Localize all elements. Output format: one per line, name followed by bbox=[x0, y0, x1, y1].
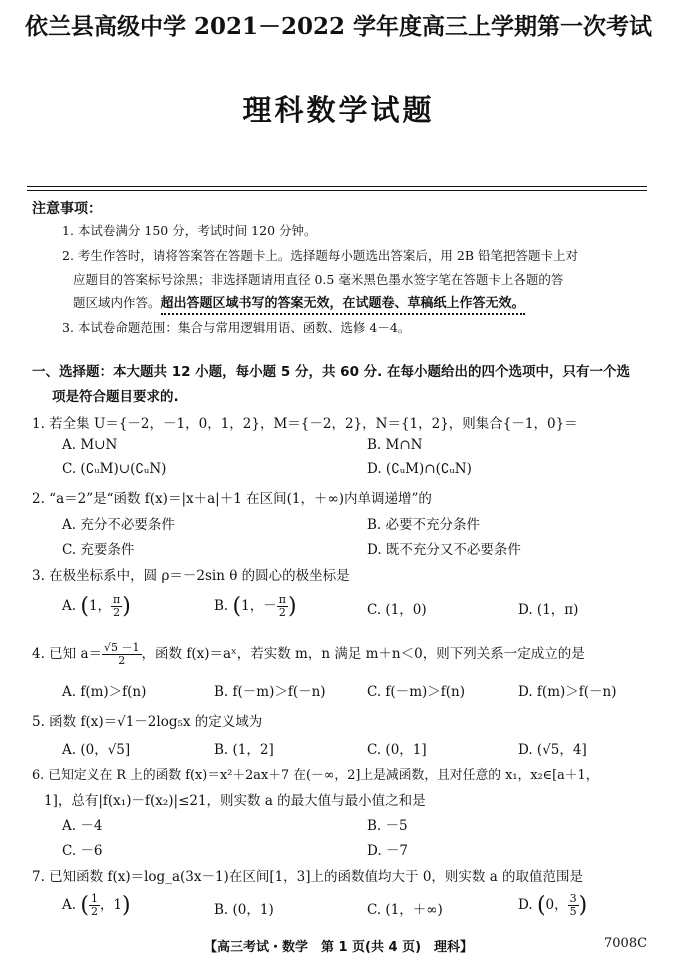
fraction bbox=[277, 594, 288, 619]
question-5-option-c: C. (0，1] bbox=[367, 742, 427, 758]
question-4-option-b: B. f(－m)＞f(－n) bbox=[214, 684, 326, 700]
question-3-option-d: D. (1，π) bbox=[518, 602, 579, 618]
paper-code: 7008C bbox=[604, 936, 648, 951]
note-item-2-line-2: 应题目的答案标号涂黑；非选择题请用直径 0.5 毫米黑色墨水签字笔在答题卡上各题的答 bbox=[73, 272, 564, 287]
question-3-stem: 3. 在极坐标系中，圆 ρ＝－2sin θ 的圆心的极坐标是 bbox=[32, 568, 350, 584]
question-3-option-b: B. (1，－ $\frac{\pi}{2}$ ) bbox=[214, 593, 297, 619]
fraction bbox=[89, 893, 100, 918]
question-1-option-b: B. M∩N bbox=[367, 437, 423, 453]
question-7-option-a: A. ( $\frac{1}{2}$ ，1) bbox=[62, 892, 131, 918]
question-1-option-d: D. (∁ᵤM)∩(∁ᵤN) bbox=[367, 461, 472, 477]
question-5-stem: 5. 函数 f(x)＝√1－2log₅x 的定义域为 bbox=[32, 714, 263, 730]
option-a-text: 1， bbox=[88, 598, 112, 614]
note-item-3: 3. 本试卷命题范围：集合与常用逻辑用语、函数、选修 4－4。 bbox=[62, 320, 411, 335]
note-item-2-line-3-emphasis: 超出答题区域书写的答案无效，在试题卷、草稿纸上作答无效。 bbox=[161, 296, 525, 315]
footer-page-info: 【高三考试・数学 第 1 页(共 4 页) 理科】 bbox=[203, 940, 474, 955]
question-7-option-d: D. (0， $\frac{3}{5}$ ) bbox=[518, 892, 588, 918]
question-3-option-a: A. (1， $\frac{\pi}{2}$ ) bbox=[62, 593, 131, 619]
question-1-stem: 1. 若全集 U＝{－2，－1，0，1，2}，M＝{－2，2}，N＝{1，2}，则集合{－1，0}＝ bbox=[32, 416, 578, 432]
notes-heading: 注意事项： bbox=[32, 201, 102, 217]
question-4-stem bbox=[32, 642, 585, 667]
question-5-option-a: A. (0，√5] bbox=[62, 742, 131, 758]
fraction-numerator: π bbox=[113, 593, 121, 606]
question-1-option-c: C. (∁ᵤM)∪(∁ᵤN) bbox=[62, 461, 167, 477]
note-item-2-line-3-plain: 题区域内作答。 bbox=[73, 295, 161, 310]
fraction-denominator: 2 bbox=[118, 654, 126, 667]
exam-title: 依兰县高级中学 2021－2022 学年度高三上学期第一次考试 bbox=[24, 13, 653, 40]
page-footer bbox=[0, 936, 677, 955]
question-1-option-a: A. M∪N bbox=[62, 437, 118, 453]
question-6-option-a: A. －4 bbox=[62, 818, 103, 834]
question-7-option-b: B. (0，1) bbox=[214, 902, 274, 918]
note-item-1: 1. 本试卷满分 150 分，考试时间 120 分钟。 bbox=[62, 223, 317, 238]
option-d-text: 0， bbox=[545, 897, 568, 913]
question-6-stem-line-1: 6. 已知定义在 R 上的函数 f(x)＝x²＋2ax＋7 在(－∞，2]上是减函数，且对任意的 x₁，x₂∈[a＋1， bbox=[32, 768, 599, 783]
question-7-option-c: C. (1，＋∞) bbox=[367, 902, 443, 918]
question-4-stem-pre: 4. 已知 a＝ bbox=[32, 646, 103, 662]
question-2-option-b: B. 必要不充分条件 bbox=[367, 517, 481, 533]
fraction-numerator: π bbox=[278, 593, 286, 606]
fraction-numerator: √5 －1 bbox=[104, 641, 140, 654]
fraction-denominator: 2 bbox=[278, 606, 286, 619]
question-4-option-a: A. f(m)＞f(n) bbox=[62, 684, 147, 700]
question-4-option-d: D. f(m)＞f(－n) bbox=[518, 684, 617, 700]
question-6-option-b: B. －5 bbox=[367, 818, 408, 834]
option-a-label: A. bbox=[62, 598, 77, 614]
note-item-2-line-3 bbox=[73, 292, 525, 311]
fraction bbox=[111, 594, 122, 619]
divider-top-2 bbox=[27, 190, 647, 191]
note-item-2-line-1: 2. 考生作答时，请将答案答在答题卡上。选择题每小题选出答案后，用 2B 铅笔把答题卡上对 bbox=[62, 248, 578, 263]
fraction-denominator: 2 bbox=[113, 606, 121, 619]
subject-title: 理科数学试题 bbox=[242, 93, 435, 127]
question-7-stem: 7. 已知函数 f(x)＝log_a(3x－1)在区间[1，3]上的函数值均大于 0，则实数 a 的取值范围是 bbox=[32, 869, 584, 885]
fraction-denominator: 5 bbox=[569, 905, 577, 918]
option-a-label: A. bbox=[62, 897, 77, 913]
fraction bbox=[568, 893, 579, 918]
section-1-heading-line-2: 项是符合题目要求的. bbox=[52, 389, 179, 405]
fraction-numerator: 3 bbox=[569, 892, 577, 905]
fraction-denominator: 2 bbox=[90, 905, 98, 918]
option-d-label: D. bbox=[518, 897, 533, 913]
option-b-text: 1，－ bbox=[241, 598, 277, 614]
section-1-heading-line-1: 一、选择题：本大题共 12 小题，每小题 5 分，共 60 分. 在每小题给出的四个选项中，只有一个选 bbox=[32, 364, 630, 380]
question-2-option-d: D. 既不充分又不必要条件 bbox=[367, 542, 521, 558]
question-4-stem-post: ，函数 f(x)＝aˣ，若实数 m，n 满足 m＋n＜0，则下列关系一定成立的是 bbox=[141, 646, 585, 662]
question-5-option-d: D. (√5，4] bbox=[518, 742, 587, 758]
option-a-text: ，1 bbox=[99, 897, 123, 913]
question-2-stem: 2. “a＝2”是“函数 f(x)＝|x＋a|＋1 在区间(1，＋∞)内单调递增”的 bbox=[32, 491, 432, 507]
question-2-option-c: C. 充要条件 bbox=[62, 542, 135, 558]
question-3-option-c: C. (1，0) bbox=[367, 602, 427, 618]
question-6-option-d: D. －7 bbox=[367, 843, 409, 859]
question-4-option-c: C. f(－m)＞f(n) bbox=[367, 684, 465, 700]
fraction-numerator: 1 bbox=[90, 892, 98, 905]
divider-top-1 bbox=[27, 186, 647, 187]
question-6-option-c: C. －6 bbox=[62, 843, 103, 859]
fraction bbox=[102, 642, 142, 667]
option-b-label: B. bbox=[214, 598, 229, 614]
question-5-option-b: B. (1，2] bbox=[214, 742, 274, 758]
question-6-stem-line-2: 1]，总有|f(x₁)－f(x₂)|≤21，则实数 a 的最大值与最小值之和是 bbox=[44, 793, 426, 809]
question-2-option-a: A. 充分不必要条件 bbox=[62, 517, 175, 533]
